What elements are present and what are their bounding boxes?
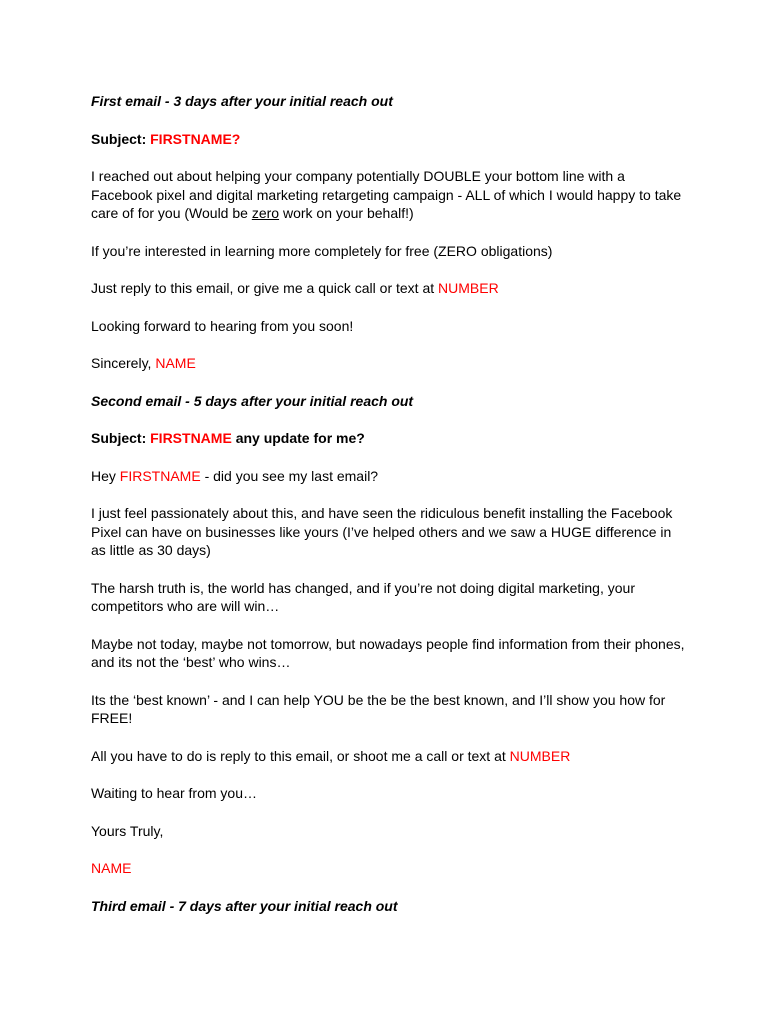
email1-para4: Looking forward to hearing from you soon! bbox=[91, 317, 354, 334]
email2-para5 bbox=[91, 747, 691, 766]
email2-subject-label: Subject: bbox=[91, 430, 147, 446]
email2-signoff: Yours Truly, bbox=[91, 822, 164, 839]
email2-subject-placeholder: FIRSTNAME bbox=[150, 430, 232, 446]
email1-para1-line2: Facebook pixel and digital marketing retargeting campaign - ALL of which I would happy to take bbox=[91, 186, 682, 203]
email3-heading: Third email - 7 days after your initial reach out bbox=[91, 897, 398, 914]
email2-para5-text: All you have to do is reply to this email, or shoot me a call or text at bbox=[91, 747, 506, 764]
email1-name-placeholder: NAME bbox=[155, 355, 196, 371]
email2-subject-line bbox=[91, 429, 691, 448]
email2-greeting bbox=[91, 467, 691, 486]
email1-underlined-word: zero bbox=[251, 205, 280, 221]
email1-signoff bbox=[91, 354, 691, 373]
email2-para4-line2: FREE! bbox=[91, 710, 133, 726]
email1-heading: First email - 3 days after your initial reach out bbox=[91, 93, 393, 109]
email1-para1-line3-after: work on your behalf!) bbox=[282, 205, 414, 221]
email2-number-placeholder: NUMBER bbox=[509, 747, 571, 764]
email2-para3-line1: Maybe not today, maybe not tomorrow, but nowadays people find information from their phones, bbox=[91, 635, 685, 652]
email2-para2-line2: competitors who are will win… bbox=[91, 598, 280, 614]
email2-para1-line1: I just feel passionately about this, and have seen the ridiculous benefit installing the Facebook bbox=[91, 505, 673, 521]
email2-para6: Waiting to hear from you… bbox=[91, 785, 257, 801]
email2-para2-line1: The harsh truth is, the world has changed, and if you’re not doing digital marketing, your bbox=[91, 579, 635, 596]
email1-para1-line3-before: care of for you (Would be bbox=[91, 205, 248, 221]
email1-para3-text: Just reply to this email, or give me a quick call or text at bbox=[91, 280, 435, 296]
email1-para1-line3 bbox=[91, 204, 691, 223]
email1-number-placeholder: NUMBER bbox=[438, 280, 499, 296]
email1-subject-line bbox=[91, 130, 691, 149]
email1-para2: If you’re interested in learning more completely for free (ZERO obligations) bbox=[91, 242, 553, 259]
email2-heading: Second email - 5 days after your initial reach out bbox=[91, 392, 414, 409]
document-body bbox=[91, 92, 691, 915]
email2-para1-line3: as little as 30 days) bbox=[91, 542, 211, 558]
email1-subject-placeholder: FIRSTNAME? bbox=[150, 130, 241, 147]
email2-para4-line1: Its the ‘best known’ - and I can help YOU be the be the best known, and I’ll show you how for bbox=[91, 691, 666, 708]
email1-signoff-text: Sincerely, bbox=[91, 355, 152, 371]
email2-para1-line2: Pixel can have on businesses like yours (I’ve helped others and we saw a HUGE difference in bbox=[91, 523, 672, 540]
email1-para1-line1: I reached out about helping your company potentially DOUBLE your bottom line with a bbox=[91, 168, 625, 184]
email1-para3 bbox=[91, 279, 691, 298]
email2-name-placeholder: NAME bbox=[91, 860, 132, 876]
email2-para3-line2: and its not the ‘best’ who wins… bbox=[91, 654, 291, 670]
email2-subject-rest: any update for me? bbox=[235, 430, 365, 446]
email2-greeting-placeholder: FIRSTNAME bbox=[119, 467, 201, 484]
email1-subject-label: Subject: bbox=[91, 130, 147, 147]
email2-greeting-rest: - did you see my last email? bbox=[204, 467, 379, 484]
email2-greeting-hey: Hey bbox=[91, 467, 116, 484]
